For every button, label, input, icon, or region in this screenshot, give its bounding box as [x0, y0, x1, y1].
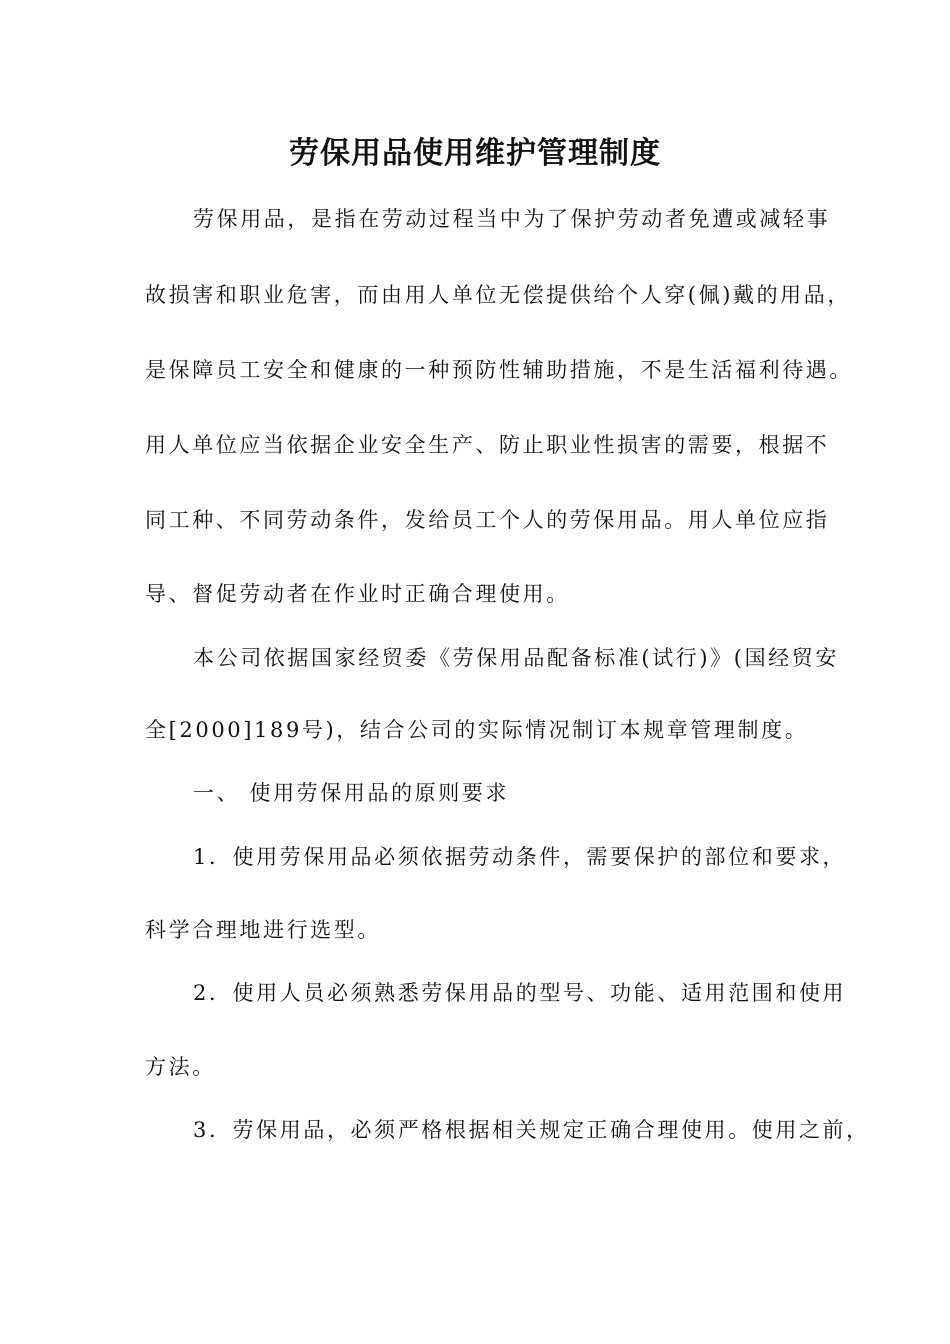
list-item-line: 科学合理地进行选型。	[145, 918, 381, 942]
section-heading: 一、 使用劳保用品的原则要求	[193, 781, 510, 805]
paragraph-line: 用人单位应当依据企业安全生产、防止职业性损害的需要，根据不	[145, 433, 830, 457]
paragraph-line: 故损害和职业危害，而由用人单位无偿提供给个人穿(佩)戴的用品，	[145, 283, 851, 307]
paragraph-line: 导、督促劳动者在作业时正确合理使用。	[145, 582, 570, 606]
paragraph-line: 本公司依据国家经贸委《劳保用品配备标准(试行)》(国经贸安	[193, 646, 839, 670]
paragraph-line: 是保障员工安全和健康的一种预防性辅助措施，不是生活福利待遇。	[145, 358, 853, 382]
list-item-line: 方法。	[145, 1055, 216, 1079]
document-title: 劳保用品使用维护管理制度	[289, 136, 661, 171]
paragraph-line: 劳保用品，是指在劳动过程当中为了保护劳动者免遭或减轻事	[193, 207, 831, 231]
paragraph-line: 全[2000]189号)，结合公司的实际情况制订本规章管理制度。	[145, 718, 809, 742]
list-item-line: 1．使用劳保用品必须依据劳动条件，需要保护的部位和要求，	[193, 845, 847, 869]
list-item-line: 3．劳保用品，必须严格根据相关规定正确合理使用。使用之前，	[193, 1118, 870, 1142]
paragraph-line: 同工种、不同劳动条件，发给员工个人的劳保用品。用人单位应指	[145, 508, 830, 532]
list-item-line: 2．使用人员必须熟悉劳保用品的型号、功能、适用范围和使用	[193, 981, 847, 1005]
